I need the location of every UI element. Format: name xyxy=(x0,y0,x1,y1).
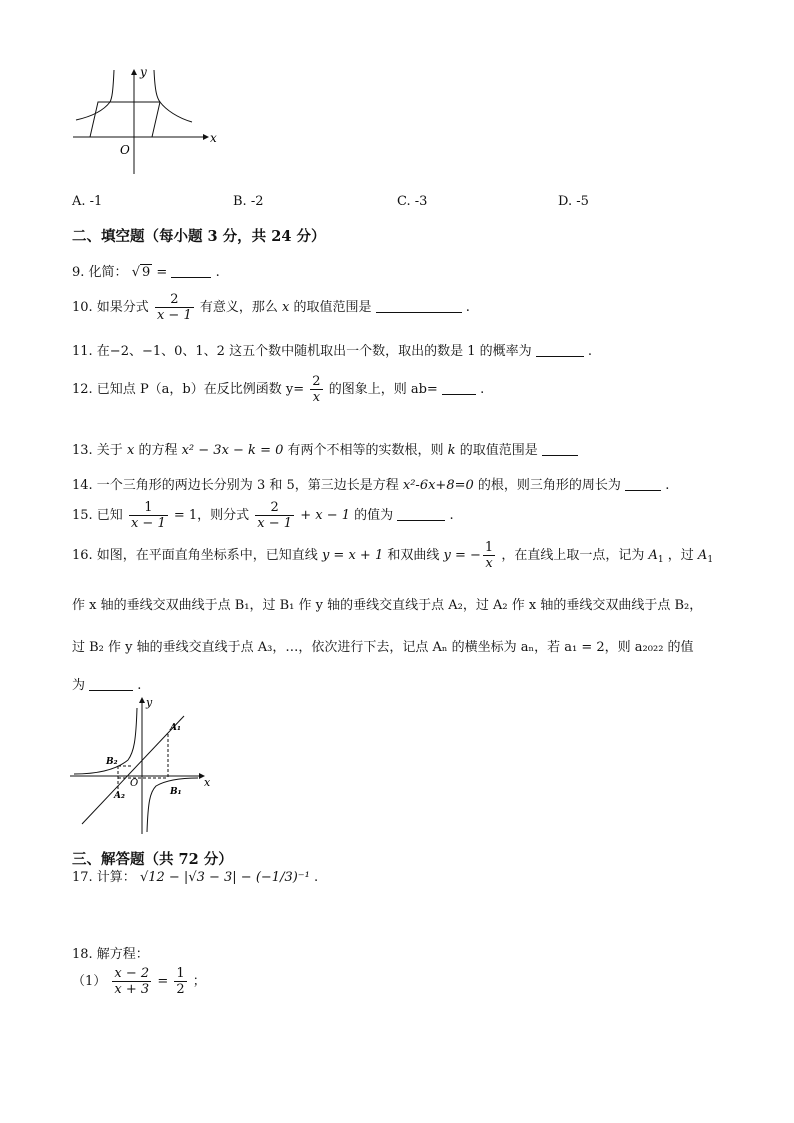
q16-blank xyxy=(89,678,133,691)
q9-sqrt: √ 9 xyxy=(131,265,151,280)
q11-end: . xyxy=(587,344,593,359)
q18-equals: = xyxy=(157,974,169,989)
q17-expression: √12 − |√3 − 3| − (−1/3)⁻¹ xyxy=(139,870,310,885)
q14-blank xyxy=(625,478,661,491)
q18-rhs-numerator: 1 xyxy=(176,966,185,981)
q15-prefix: 15. 已知 xyxy=(72,508,123,523)
question-14 xyxy=(72,474,669,493)
q14-equation: x²-6x+8=0 xyxy=(402,478,474,493)
q13-k: k xyxy=(447,443,456,458)
q12-fraction xyxy=(310,374,322,405)
q10-numerator: 2 xyxy=(155,292,194,308)
q16-post: ，在直线上取一点，记为 xyxy=(501,548,645,563)
q15-blank xyxy=(397,508,445,521)
q10-end: . xyxy=(465,300,470,315)
q13-prefix: 13. 关于 xyxy=(72,443,123,458)
question-11 xyxy=(72,340,592,359)
question-16-line-2: 作 x 轴的垂线交双曲线于点 B₁，过 B₁ 作 y 轴的垂线交直线于点 A₂，过 A₂ 作 x 轴的垂线交双曲线于点 B₂， xyxy=(72,598,703,613)
q10-blank xyxy=(376,300,462,313)
q18-lhs-fraction xyxy=(112,966,151,997)
q15-denominator-2: x − 1 xyxy=(257,516,293,531)
q11-blank xyxy=(536,344,584,357)
graph-1 xyxy=(68,62,228,182)
q16-fraction xyxy=(483,540,495,571)
q15-end: . xyxy=(449,508,454,523)
q16-mid: 和双曲线 xyxy=(387,548,440,563)
q10-post: 的取值范围是 xyxy=(293,300,372,315)
y-axis-label: y xyxy=(140,65,147,79)
q16-a1-sub: 1 xyxy=(657,555,664,565)
q10-denominator: x − 1 xyxy=(156,308,192,323)
line-y-x-plus-1 xyxy=(82,716,184,824)
q16-a1-repeat: $A_1$ xyxy=(697,548,714,565)
q15-numerator-2: 2 xyxy=(255,500,294,516)
right-curve xyxy=(154,70,192,122)
q12-numerator: 2 xyxy=(312,374,321,389)
q15-eq1: = 1，则分式 xyxy=(173,508,250,523)
q10-middle: 有意义，那么 xyxy=(199,300,278,315)
q13-blank xyxy=(542,443,578,456)
q10-fraction xyxy=(155,292,194,323)
question-10 xyxy=(72,292,470,323)
q15-fraction-1 xyxy=(129,500,168,531)
q14-post: 的根，则三角形的周长为 xyxy=(477,478,621,493)
x-axis-label: x xyxy=(210,131,217,145)
q15-fraction-2 xyxy=(255,500,294,531)
q12-blank xyxy=(442,382,476,395)
question-15 xyxy=(72,500,454,531)
option-d: D. -5 xyxy=(558,194,589,209)
q14-prefix: 14. 一个三角形的两边长分别为 3 和 5，第三边长是方程 xyxy=(72,478,399,493)
q12-post: 的图象上，则 ab= xyxy=(328,382,438,397)
x-axis-label: x xyxy=(204,776,211,789)
q16-hyperbola-eq: y = − xyxy=(443,548,481,563)
q13-end: 的取值范围是 xyxy=(459,443,538,458)
q15-post: 的值为 xyxy=(354,508,394,523)
q18-p1-end: ； xyxy=(192,974,206,989)
q9-equals: = xyxy=(156,265,168,280)
label-b2: B₂ xyxy=(106,757,118,767)
q9-prefix: 9. 化简： xyxy=(72,265,128,280)
question-9 xyxy=(72,261,220,280)
q13-equation: x² − 3x − k = 0 xyxy=(181,443,284,458)
q16-l4-end: . xyxy=(137,678,142,693)
q18-rhs-fraction xyxy=(174,966,186,997)
question-18-title: 18. 解方程： xyxy=(72,947,149,962)
q10-prefix: 10. 如果分式 xyxy=(72,300,149,315)
q14-end: . xyxy=(665,478,670,493)
q16-denominator: x xyxy=(485,556,493,571)
origin-label: O xyxy=(130,778,139,789)
y-axis-label: y xyxy=(146,696,153,709)
origin-label: O xyxy=(120,143,130,157)
q9-blank xyxy=(171,265,211,278)
question-18-part-1 xyxy=(72,966,206,997)
option-c: C. -3 xyxy=(397,194,428,209)
q17-end: . xyxy=(314,870,319,885)
q12-end: . xyxy=(480,382,485,397)
q15-eq2: + x − 1 xyxy=(300,508,350,523)
option-a: A. -1 xyxy=(72,194,103,209)
q9-end: . xyxy=(215,265,220,280)
q16-prefix: 16. 如图，在平面直角坐标系中，已知直线 xyxy=(72,548,318,563)
question-17 xyxy=(72,866,318,885)
q16-a1: A xyxy=(648,548,658,563)
question-16-line-1 xyxy=(72,540,713,571)
question-12 xyxy=(72,374,484,405)
question-16-line-4 xyxy=(72,674,141,693)
q16-l4: 为 xyxy=(72,678,86,693)
question-16-line-3: 过 B₂ 作 y 轴的垂线交直线于点 A₃，…，依次进行下去，记点 Aₙ 的横坐标为 aₙ，若 a₁ = 2，则 a₂₀₂₂ 的值 xyxy=(72,640,694,655)
question-13 xyxy=(72,439,578,458)
q12-denominator: x xyxy=(312,390,321,405)
label-b1: B₁ xyxy=(170,787,182,797)
option-b: B. -2 xyxy=(233,194,264,209)
q15-denominator-1: x − 1 xyxy=(130,516,166,531)
q18-lhs-numerator: x − 2 xyxy=(114,966,150,981)
q16-numerator: 1 xyxy=(484,540,494,555)
section-2-title: 二、填空题（每小题 3 分，共 24 分） xyxy=(72,228,326,245)
q15-numerator-1: 1 xyxy=(129,500,168,516)
section-3-title: 三、解答题（共 72 分） xyxy=(72,851,233,868)
q18-rhs-denominator: 2 xyxy=(176,982,185,997)
label-a2: A₂ xyxy=(114,791,125,801)
q13-mid: 的方程 xyxy=(138,443,178,458)
label-a1: A₁ xyxy=(170,723,181,733)
q16-line-eq: y = x + 1 xyxy=(321,548,384,563)
q16-end: ，过 xyxy=(667,548,694,563)
q10-variable: x xyxy=(282,300,290,315)
q18-p1-label: （1） xyxy=(72,974,107,989)
q13-post: 有两个不相等的实数根，则 xyxy=(287,443,444,458)
q11-text: 11. 在−2、−1、0、1、2 这五个数中随机取出一个数，取出的数是 1 的概率为 xyxy=(72,344,532,359)
parallelogram xyxy=(90,102,160,137)
q18-lhs-denominator: x + 3 xyxy=(114,982,150,997)
q13-variable: x xyxy=(126,443,135,458)
graph-2 xyxy=(66,694,216,836)
q9-radicand: 9 xyxy=(141,265,151,280)
left-curve xyxy=(76,70,114,120)
q17-prefix: 17. 计算： xyxy=(72,870,136,885)
q12-prefix: 12. 已知点 P（a，b）在反比例函数 y= xyxy=(72,382,305,397)
